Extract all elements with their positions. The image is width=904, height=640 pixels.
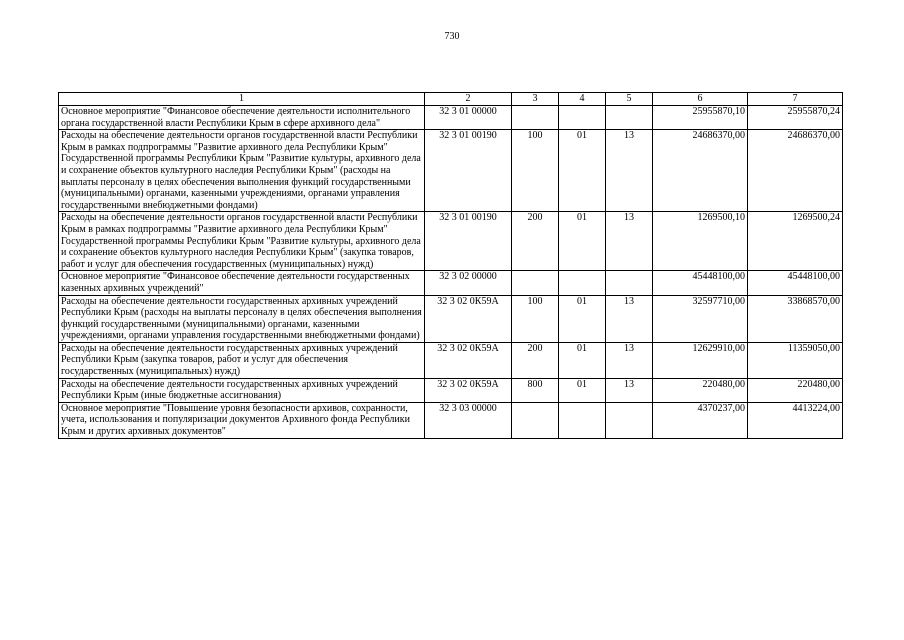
- header-cell-2: 2: [425, 93, 512, 106]
- header-cell-7: 7: [748, 93, 843, 106]
- row-amount-year1: 25955870,10: [653, 106, 748, 130]
- row-section: 01: [559, 130, 606, 212]
- header-cell-6: 6: [653, 93, 748, 106]
- row-expense-type: [512, 271, 559, 295]
- row-subsection: 13: [606, 295, 653, 342]
- row-amount-year2: 33868570,00: [748, 295, 843, 342]
- row-expense-type: 200: [512, 342, 559, 378]
- row-amount-year2: 220480,00: [748, 378, 843, 402]
- row-section: [559, 402, 606, 438]
- row-target-code: 32 3 02 0К59А: [425, 295, 512, 342]
- row-target-code: 32 3 01 00190: [425, 130, 512, 212]
- row-description: Основное мероприятие "Финансовое обеспечение деятельности государственных казенных архивных учреждений": [59, 271, 425, 295]
- header-cell-4: 4: [559, 93, 606, 106]
- row-target-code: 32 3 03 00000: [425, 402, 512, 438]
- row-amount-year2: 45448100,00: [748, 271, 843, 295]
- row-description: Расходы на обеспечение деятельности государственных архивных учреждений Республики Крым (иные бюджетные ассигнования): [59, 378, 425, 402]
- header-row: [59, 93, 843, 106]
- row-description: Расходы на обеспечение деятельности органов государственной власти Республики Крым в рамках подпрограммы "Развитие архивного дела Республики Крым" Государственной программы Республики Крым "Развитие культуры, архивного дела и сохранение объектов культурного наследия Республики Крым" (закупка товаров, работ и услуг для обеспечения государственных (муниципальных) нужд): [59, 212, 425, 271]
- row-expense-type: 800: [512, 378, 559, 402]
- row-amount-year1: 1269500,10: [653, 212, 748, 271]
- row-amount-year1: 220480,00: [653, 378, 748, 402]
- row-subsection: [606, 402, 653, 438]
- row-amount-year2: 24686370,00: [748, 130, 843, 212]
- table-row: [59, 212, 843, 271]
- row-expense-type: [512, 402, 559, 438]
- row-amount-year1: 4370237,00: [653, 402, 748, 438]
- budget-table: [58, 92, 843, 439]
- header-cell-3: 3: [512, 93, 559, 106]
- row-target-code: 32 3 02 00000: [425, 271, 512, 295]
- row-expense-type: 100: [512, 295, 559, 342]
- row-amount-year2: 1269500,24: [748, 212, 843, 271]
- table-row: [59, 106, 843, 130]
- row-subsection: [606, 106, 653, 130]
- table-row: [59, 271, 843, 295]
- row-subsection: 13: [606, 212, 653, 271]
- row-subsection: [606, 271, 653, 295]
- row-description: Основное мероприятие "Финансовое обеспечение деятельности исполнительного органа государственной власти Республики Крым в сфере архивного дела": [59, 106, 425, 130]
- table-row: [59, 378, 843, 402]
- row-amount-year2: 4413224,00: [748, 402, 843, 438]
- row-expense-type: 200: [512, 212, 559, 271]
- header-cell-5: 5: [606, 93, 653, 106]
- row-subsection: 13: [606, 130, 653, 212]
- row-description: Расходы на обеспечение деятельности органов государственной власти Республики Крым в рамках подпрограммы "Развитие архивного дела Республики Крым" Государственной программы Республики Крым "Развитие культуры, архивного дела и сохранение объектов культурного наследия Республики Крым" (расходы на выплаты персоналу в целях обеспечения выполнения функций государственными (муниципальными) органами, казенными учреждениями, органами управления государственными внебюджетными фондами): [59, 130, 425, 212]
- table-row: [59, 295, 843, 342]
- row-section: [559, 106, 606, 130]
- row-section: 01: [559, 342, 606, 378]
- row-target-code: 32 3 01 00190: [425, 212, 512, 271]
- row-subsection: 13: [606, 342, 653, 378]
- row-section: 01: [559, 378, 606, 402]
- row-description: Расходы на обеспечение деятельности государственных архивных учреждений Республики Крым (закупка товаров, работ и услуг для обеспечения государственных (муниципальных) нужд): [59, 342, 425, 378]
- row-expense-type: 100: [512, 130, 559, 212]
- row-target-code: 32 3 01 00000: [425, 106, 512, 130]
- row-amount-year1: 32597710,00: [653, 295, 748, 342]
- row-description: Основное мероприятие "Повышение уровня безопасности архивов, сохранности, учета, использования и популяризации документов Архивного фонда Республики Крым и других архивных документов": [59, 402, 425, 438]
- row-section: 01: [559, 212, 606, 271]
- row-section: [559, 271, 606, 295]
- header-cell-1: 1: [59, 93, 425, 106]
- table-row: [59, 130, 843, 212]
- row-description: Расходы на обеспечение деятельности государственных архивных учреждений Республики Крым (расходы на выплаты персоналу в целях обеспечения выполнения функций государственными (муниципальными) органами, казенными учреждениями, органами управления государственными внебюджетными фондами): [59, 295, 425, 342]
- row-target-code: 32 3 02 0К59А: [425, 378, 512, 402]
- row-amount-year1: 45448100,00: [653, 271, 748, 295]
- row-subsection: 13: [606, 378, 653, 402]
- row-amount-year2: 11359050,00: [748, 342, 843, 378]
- row-amount-year2: 25955870,24: [748, 106, 843, 130]
- row-amount-year1: 24686370,00: [653, 130, 748, 212]
- row-amount-year1: 12629910,00: [653, 342, 748, 378]
- table-row: [59, 402, 843, 438]
- page-number: 730: [444, 31, 460, 42]
- row-section: 01: [559, 295, 606, 342]
- row-target-code: 32 3 02 0К59А: [425, 342, 512, 378]
- row-expense-type: [512, 106, 559, 130]
- table-row: [59, 342, 843, 378]
